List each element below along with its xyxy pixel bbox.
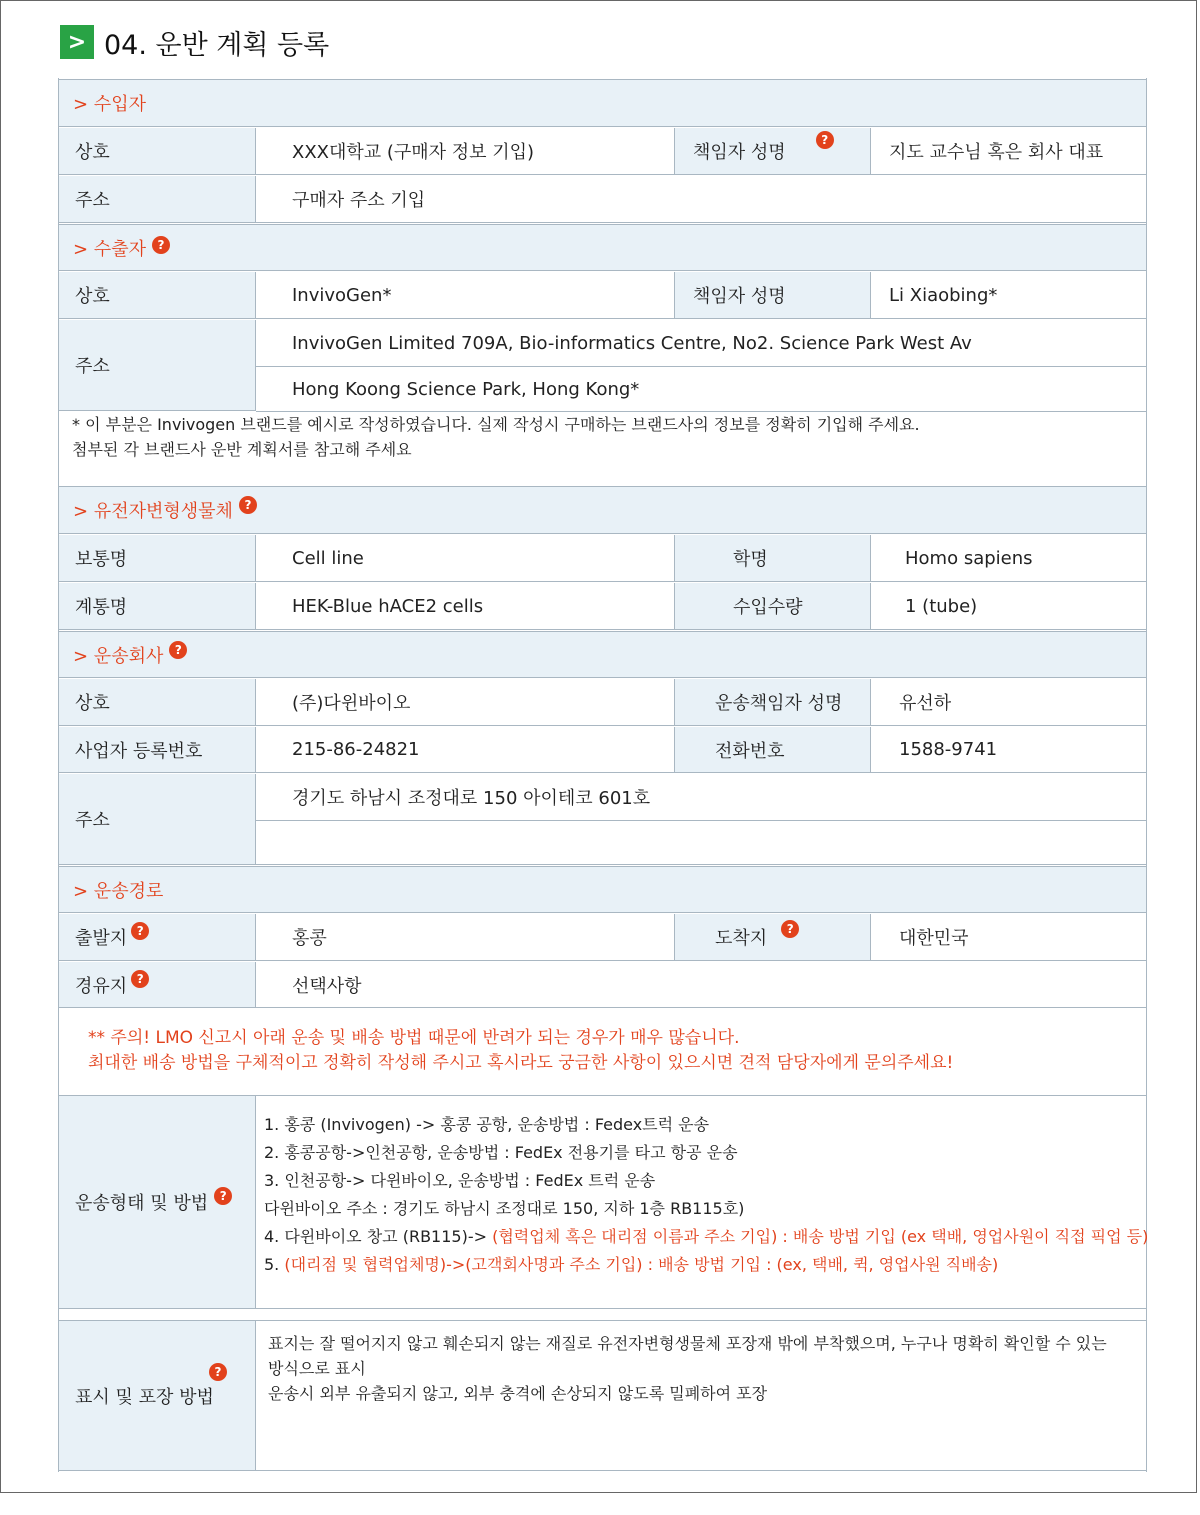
label-carrier-bizno: 사업자 등록번호 (59, 727, 256, 773)
label-gmo-scientific: 학명 (674, 535, 871, 582)
section-carrier (59, 631, 1146, 678)
field-carrier-phone[interactable]: 1588-9741 (871, 727, 1146, 773)
field-carrier-bizno[interactable]: 215-86-24821 (256, 727, 674, 773)
warning-line: 최대한 배송 방법을 구체적이고 정확히 작성해 주시고 혹시라도 궁금한 사항이 있으시면 견적 담당자에게 문의주세요! (88, 1053, 954, 1073)
method-line-note: (대리점 및 협력업체명)->(고객회사명과 주소 기입) : 배송 방법 기입 : (ex, 택배, 퀵, 영업사원 직배송) (284, 1255, 999, 1274)
label-importer-address: 주소 (59, 176, 256, 223)
packing-text (268, 1331, 1107, 1406)
label-gmo-strain: 계통명 (59, 583, 256, 630)
label-packing (59, 1320, 256, 1471)
page-header (60, 22, 329, 62)
field-exporter-company[interactable]: InvivoGen* (256, 272, 674, 319)
label-route-dest (674, 914, 871, 961)
section-title: > 유전자변형생물체 (73, 501, 233, 522)
field-importer-address[interactable]: 구매자 주소 기입 (256, 176, 1146, 223)
method-line (264, 1251, 1148, 1279)
field-gmo-scientific[interactable]: Homo sapiens (871, 535, 1146, 582)
help-icon[interactable]: ? (131, 922, 149, 940)
field-carrier-manager[interactable]: 유선하 (871, 679, 1146, 726)
label-text: 책임자 성명 (693, 142, 786, 163)
help-icon[interactable]: ? (781, 920, 799, 938)
label-carrier-phone: 전화번호 (674, 727, 871, 773)
label-importer-company: 상호 (59, 128, 256, 175)
field-carrier-company[interactable]: (주)다윈바이오 (256, 679, 674, 726)
section-exporter (59, 224, 1146, 271)
field-carrier-address-line2[interactable] (256, 822, 1146, 865)
help-icon[interactable]: ? (239, 496, 257, 514)
method-line-note: (협력업체 혹은 대리점 이름과 주소 기입) : 배송 방법 기입 (ex 택배, 영업사원이 직접 픽업 등) (492, 1227, 1149, 1246)
warning-line: ** 주의! LMO 신고시 아래 운송 및 배송 방법 때문에 반려가 되는 경우가 매우 많습니다. (88, 1028, 740, 1048)
packing-line: 방식으로 표시 (268, 1359, 366, 1378)
help-icon[interactable]: ? (816, 131, 834, 149)
help-icon[interactable]: ? (169, 641, 187, 659)
label-exporter-company: 상호 (59, 272, 256, 319)
warning-note (88, 1026, 953, 1076)
method-line-prefix: 5. (264, 1255, 285, 1274)
packing-line: 운송시 외부 유출되지 않고, 외부 충격에 손상되지 않도록 밀폐하여 포장 (268, 1384, 768, 1403)
page-title: 04. 운반 계획 등록 (104, 29, 330, 61)
method-line-prefix: 4. 다윈바이오 창고 (RB115)-> (264, 1227, 493, 1246)
label-text: 도착지 (715, 928, 768, 949)
field-gmo-strain[interactable]: HEK-Blue hACE2 cells (256, 583, 674, 630)
label-exporter-manager: 책임자 성명 (674, 272, 871, 319)
label-gmo-common: 보통명 (59, 535, 256, 582)
label-carrier-company: 상호 (59, 679, 256, 726)
label-text: 경유지 (75, 975, 128, 997)
section-title: > 운송경로 (73, 880, 164, 902)
label-text: 표시 및 포장 방법 (75, 1386, 214, 1408)
help-icon[interactable]: ? (214, 1187, 232, 1205)
exporter-note (72, 412, 920, 462)
label-text: 운송형태 및 방법 (75, 1193, 209, 1214)
label-text: 출발지 (75, 928, 128, 949)
label-route-origin (59, 914, 256, 961)
method-line: 3. 인천공항-> 다윈바이오, 운송방법 : FedEx 트럭 운송 (264, 1171, 656, 1190)
method-line: 다윈바이오 주소 : 경기도 하남시 조정대로 150, 지하 1층 RB115호) (264, 1199, 745, 1218)
section-route (59, 866, 1146, 913)
label-carrier-manager: 운송책임자 성명 (674, 679, 871, 726)
label-exporter-address: 주소 (59, 320, 256, 411)
field-exporter-address-line1[interactable]: InvivoGen Limited 709A, Bio-informatics Centre, No2. Science Park West Av (256, 320, 1146, 367)
packing-line: 표지는 잘 떨어지지 않고 훼손되지 않는 재질로 유전자변형생물체 포장재 밖에 부착했으며, 누구나 명확히 확인할 수 있는 (268, 1334, 1107, 1353)
chevron-right-icon: > (60, 25, 94, 59)
field-carrier-address[interactable]: 경기도 하남시 조정대로 150 아이테코 601호 (256, 774, 1146, 821)
field-gmo-common[interactable]: Cell line (256, 535, 674, 582)
method-line: 1. 홍콩 (Invivogen) -> 홍콩 공항, 운송방법 : Fedex트럭 운송 (264, 1115, 710, 1134)
field-importer-company[interactable]: XXX대학교 (구매자 정보 기입) (256, 128, 674, 175)
help-icon[interactable]: ? (152, 236, 170, 254)
field-gmo-qty[interactable]: 1 (tube) (871, 583, 1146, 630)
label-route-via (59, 962, 256, 1008)
section-gmo (59, 486, 1146, 534)
field-route-via[interactable]: 선택사항 (256, 962, 1146, 1008)
field-importer-manager[interactable]: 지도 교수님 혹은 회사 대표 (871, 128, 1146, 175)
label-carrier-address: 주소 (59, 774, 256, 865)
section-title: > 운송회사 (73, 645, 164, 667)
section-title: > 수출자 (73, 238, 146, 260)
label-gmo-qty: 수입수량 (674, 583, 871, 630)
section-title: > 수입자 (73, 94, 146, 115)
method-text (264, 1111, 1148, 1279)
note-line: 첨부된 각 브랜드사 운반 계획서를 참고해 주세요 (72, 440, 412, 459)
section-importer (59, 79, 1146, 127)
label-importer-manager (674, 128, 871, 175)
field-route-dest[interactable]: 대한민국 (871, 914, 1146, 961)
help-icon[interactable]: ? (131, 970, 149, 988)
help-icon[interactable]: ? (209, 1363, 227, 1381)
field-route-origin[interactable]: 홍콩 (256, 914, 674, 961)
field-exporter-manager[interactable]: Li Xiaobing* (871, 272, 1146, 319)
method-line: 2. 홍콩공항->인천공항, 운송방법 : FedEx 전용기를 타고 항공 운송 (264, 1143, 738, 1162)
note-line: * 이 부분은 Invivogen 브랜드를 예시로 작성하였습니다. 실제 작성시 구매하는 브랜드사의 정보를 정확히 기입해 주세요. (72, 415, 920, 434)
label-method (59, 1095, 256, 1309)
field-exporter-address-line2[interactable]: Hong Koong Science Park, Hong Kong* (256, 368, 1146, 412)
method-line (264, 1223, 1148, 1251)
